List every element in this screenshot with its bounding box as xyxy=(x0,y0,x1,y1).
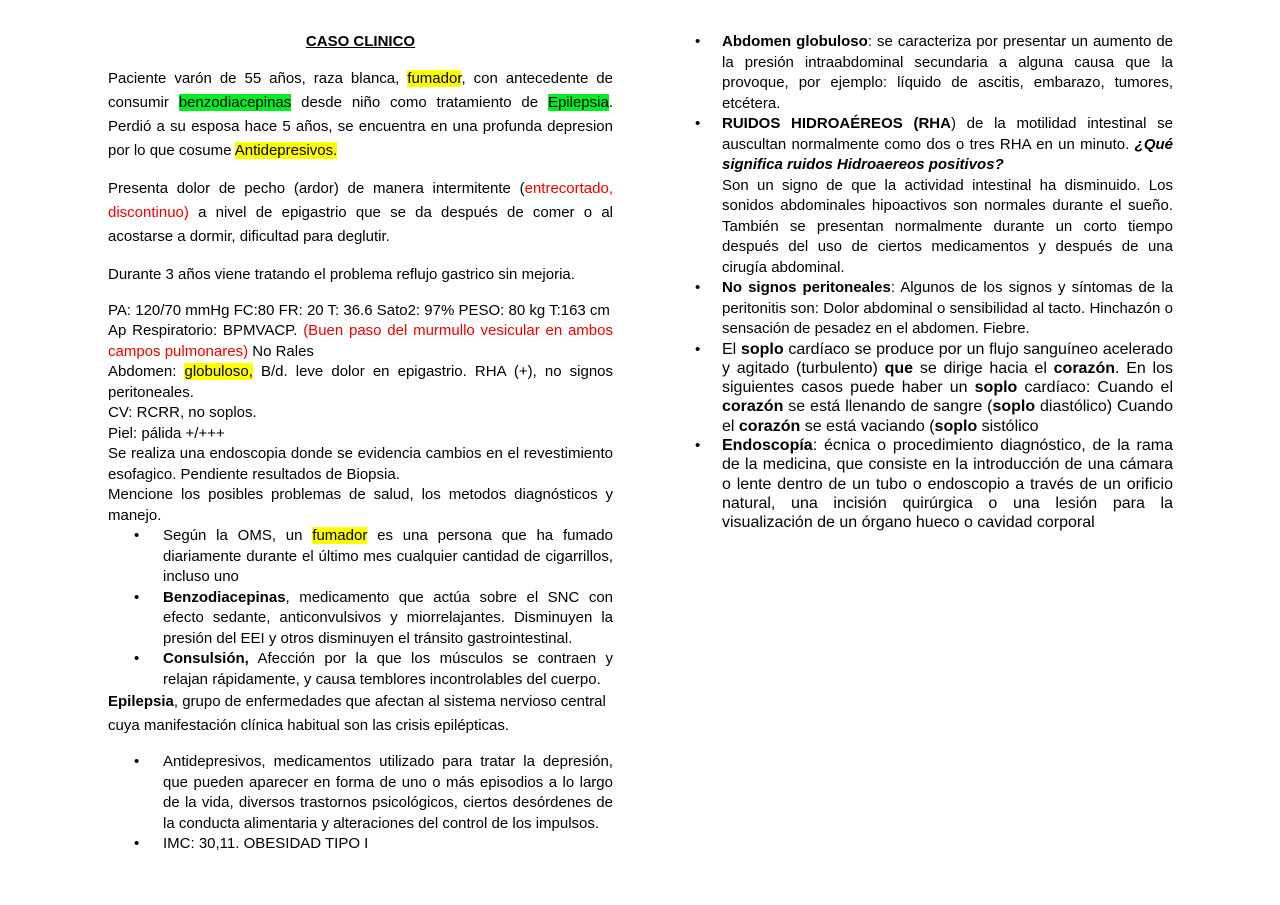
text: : Algunos de los signos y síntomas de la peritonitis son: Dolor abdominal o sensibilidad al tacto. Hinchazón o sensación de pesadez en el abdomen. Fiebre. xyxy=(722,279,1173,337)
history-paragraph: Durante 3 años viene tratando el problema reflujo gastrico sin mejoria. xyxy=(108,265,575,283)
bold-term: soplo xyxy=(934,417,978,435)
list-item xyxy=(693,278,1173,340)
definitions-list xyxy=(693,32,1173,532)
vitals-line: PA: 120/70 mmHg FC:80 FR: 20 T: 36.6 Sato2: 97% PESO: 80 kg T:163 cm xyxy=(108,301,610,319)
list-item xyxy=(108,588,613,650)
text: . Perdió a su esposa hace 5 años, se encuentra en una profunda depresion por lo que cosume xyxy=(108,93,613,159)
bullet-list-1 xyxy=(108,526,613,690)
text: desde niño como tratamiento de xyxy=(291,93,548,111)
text: Antidepresivos, medicamentos utilizado para tratar la depresión, que pueden aparecer en forma de uno o más episodios a lo largo de la vida, diversos trastornos psicológicos, ciertos desórdenes de la conducta alimentaria y alteraciones del control de los impulsos. xyxy=(163,753,613,832)
question-text: ¿Qué significa ruidos Hidroaereos positivos? xyxy=(722,135,1173,173)
highlight-fumador: fumador xyxy=(407,69,462,87)
page-title: CASO CLINICO xyxy=(305,33,416,50)
case-intro-paragraph xyxy=(108,67,613,163)
text: es una persona que ha fumado diariamente durante el último mes cualquier cantidad de cigarrillos, incluso uno xyxy=(163,527,613,585)
bullet-list-2 xyxy=(108,752,613,855)
abdomen-line xyxy=(108,362,613,403)
list-item xyxy=(108,649,613,690)
list-item xyxy=(108,526,613,588)
bold-term: Benzodiacepinas xyxy=(163,588,286,606)
text: El xyxy=(722,340,741,358)
text: Son un signo de que la actividad intestinal ha disminuido. Los sonidos abdominales hipoactivos son normales durante el sueño. También se presentan normalmente durante un corto tiempo después del uso de ciertos medicamentos y después de una cirugía abdominal. xyxy=(722,176,1173,276)
list-item xyxy=(693,436,1173,532)
bold-term: RUIDOS HIDROAÉREOS (RHA xyxy=(722,115,951,132)
text: Abdomen: xyxy=(108,363,185,380)
text: Presenta dolor de pecho (ardor) de manera intermitente ( xyxy=(108,179,525,197)
text: se está llenando de sangre ( xyxy=(783,398,993,416)
bold-term: corazón xyxy=(1053,359,1115,377)
list-item xyxy=(693,340,1173,436)
list-item xyxy=(693,114,1173,278)
bullet-icon: • xyxy=(134,835,140,852)
text: cardíaco: Cuando el xyxy=(1017,379,1173,397)
bullet-icon: • xyxy=(134,588,140,606)
left-column xyxy=(108,32,613,855)
highlight-fumador: fumador xyxy=(312,527,368,544)
text: : écnica o procedimiento diagnóstico, de la rama de la medicina, que consiste en la introducción de una cámara o lente dentro de un tubo o endoscopio a través de un orificio natural, una incisión quirúrgica o una lesión para la visualización de un órgano hueco o cavidad corporal xyxy=(722,436,1173,532)
text: se dirige hacia el xyxy=(913,359,1054,377)
text: diastólico) Cuando el xyxy=(722,398,1174,435)
text: . En los siguientes casos puede haber un xyxy=(722,359,1174,397)
bold-term: Epilepsia xyxy=(108,693,174,710)
text: B/d. leve dolor en epigastrio. RHA (+), no signos peritoneales. xyxy=(108,363,613,401)
bullet-icon: • xyxy=(695,279,701,296)
skin-line: Piel: pálida +/+++ xyxy=(108,424,225,442)
text: ) de la motilidad intestinal se auscultan normalmente como dos o tres RHA en un minuto. xyxy=(722,115,1173,153)
text: , con antecedente de consumir xyxy=(108,69,613,111)
bold-term: No signos peritoneales xyxy=(722,279,891,296)
text: : se caracteriza por presentar un aumento de la presión intraabdominal secundaria a alguna causa que la provoque, por ejemplo: líquido de ascitis, embarazo, tumores, etcétera. xyxy=(722,33,1173,112)
text: Paciente varón de 55 años, raza blanca, xyxy=(108,69,408,87)
bullet-icon: • xyxy=(695,340,701,358)
list-item xyxy=(108,752,613,834)
text: , medicamento que actúa sobre el SNC con efecto sedante, anticonvulsivos y miorrelajantes. Disminuyen la presión del EEI y otros disminuyen el tránsito gastrointestinal. xyxy=(163,588,613,647)
text: Afección por la que los músculos se contraen y relajan rápidamente, y causa temblores incontrolables del cuerpo. xyxy=(163,650,613,688)
list-item xyxy=(108,834,613,855)
cv-line: CV: RCRR, no soplos. xyxy=(108,404,257,421)
red-text: entrecortado, discontinuo) xyxy=(108,179,613,221)
text: cardíaco se produce por un flujo sanguíneo acelerado y agitado (turbulento) xyxy=(722,340,1174,377)
bold-term: corazón xyxy=(738,417,801,435)
highlight-epilepsia: Epilepsia xyxy=(547,93,609,111)
right-column xyxy=(693,32,1173,532)
question-line: Mencione los posibles problemas de salud, los metodos diagnósticos y manejo. xyxy=(108,486,613,524)
bold-term: Endoscopía xyxy=(722,436,813,454)
bold-term: Abdomen globuloso xyxy=(722,33,868,50)
bold-term: que xyxy=(884,359,914,377)
bold-term: Consulsión, xyxy=(163,650,249,667)
endoscopy-line: Se realiza una endoscopia donde se evidencia cambios en el revestimiento esofagico. Pendiente resultados de Biopsia. xyxy=(108,445,613,483)
bullet-icon: • xyxy=(134,527,140,544)
text: sistólico xyxy=(977,417,1039,435)
bold-term: soplo xyxy=(740,340,784,358)
bold-term: soplo xyxy=(974,379,1018,397)
list-item xyxy=(693,32,1173,114)
text: a nivel de epigastrio que se da después de comer o al acostarse a dormir, dificultad para deglutir. xyxy=(108,203,613,245)
text: Según la OMS, un xyxy=(163,527,313,544)
bold-term: corazón xyxy=(722,398,784,416)
respiratory-line xyxy=(108,321,613,362)
text: Ap Respiratorio: BPMVACP. xyxy=(108,322,304,339)
highlight-globuloso: globuloso, xyxy=(184,363,253,380)
bullet-icon: • xyxy=(134,753,140,770)
bullet-icon: • xyxy=(695,436,701,454)
bullet-icon: • xyxy=(134,650,140,667)
highlight-antidepresivos: Antidepresivos. xyxy=(234,141,338,159)
red-text: (Buen paso del murmullo vesicular en ambos campos pulmonares) xyxy=(108,322,613,360)
bullet-icon: • xyxy=(695,33,701,50)
bullet-icon: • xyxy=(695,115,701,132)
text: IMC: 30,11. OBESIDAD TIPO I xyxy=(163,835,369,852)
epilepsy-paragraph xyxy=(108,690,613,738)
highlight-benzodiacepinas: benzodiacepinas xyxy=(178,93,292,111)
text: se está vaciando ( xyxy=(800,417,935,435)
bold-term: soplo xyxy=(992,398,1036,416)
text: No Rales xyxy=(248,342,314,360)
symptoms-paragraph xyxy=(108,177,613,249)
text: , grupo de enfermedades que afectan al sistema nervioso central cuya manifestación clínica habitual son las crisis epilépticas. xyxy=(108,693,606,734)
